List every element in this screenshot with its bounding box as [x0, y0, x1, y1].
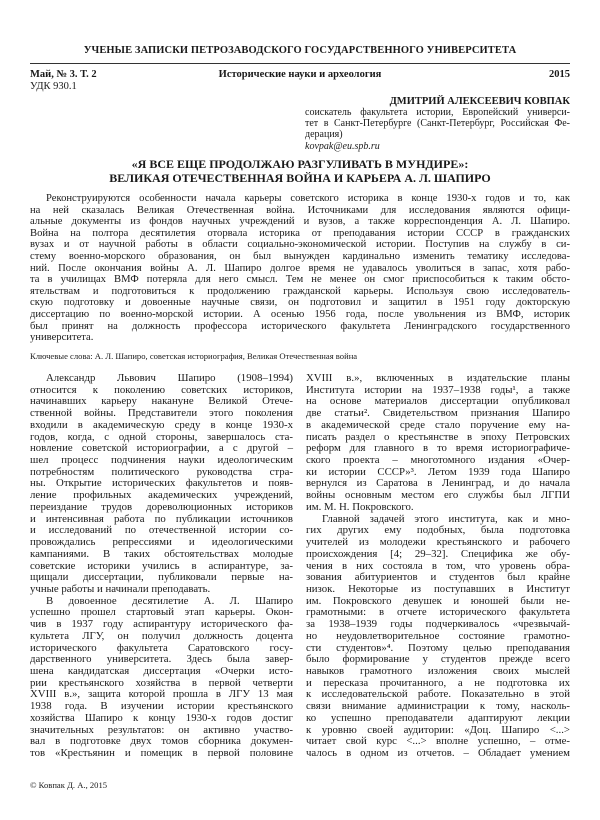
text-line: входили в академическую среду в конце 1930-х: [30, 418, 293, 431]
header-rule: [30, 63, 570, 64]
text-line: на основе материалов диссертации опубликовал: [306, 395, 570, 408]
affiliation-line: дерация): [305, 129, 343, 141]
text-line: и интенсивная работа по публикации источников: [30, 512, 293, 525]
title-line-1: «Я ВСЕ ЕЩЕ ПРОДОЛЖАЮ РАЗГУЛИВАТЬ В МУНДИРЕ»:: [131, 157, 469, 171]
abstract-line: университета.: [30, 332, 94, 344]
abstract-line: Война на полтора десятилетия оторвала историка от преподавания истории СССР в гражданских: [30, 227, 570, 239]
text-line: к уровню своей аудитории: «Доц. Шапиро <...>: [306, 723, 570, 736]
text-line: войны основным местом его службы был ЛГПИ: [306, 489, 570, 502]
text-line: читает свой курс <...> вполне успешно, – отме-: [306, 735, 570, 748]
text-line: ление профильных академических учреждений,: [30, 489, 293, 502]
text-line: ны. Открытие исторических факультетов и появ-: [30, 477, 293, 490]
text-line: в академической среде стало поручение ему на-: [306, 418, 570, 431]
text-line: писать раздел о крестьянстве в эпоху Петровских: [306, 430, 570, 443]
text-line: и исследований по отечественной истории со-: [30, 524, 293, 537]
text-line: ственной войны. Представители этого поколения: [30, 407, 293, 420]
text-line: XVIII в.», включенных в издательские планы: [306, 372, 570, 384]
text-line: зования абитуриентов и студентов был крайне: [306, 571, 570, 584]
body-right-column: [306, 373, 570, 760]
abstract-line: стему военно-морского образования, он был вынужден кардинально изменить тематику исследова-: [30, 250, 570, 262]
text-line: годов, когда, с одной стороны, завершалось ста-: [30, 430, 293, 443]
abstract-line: был принят на должность профессора исторического факультета Ленинградского государственного: [30, 320, 570, 332]
text-line: чалось в одном из отчетов. – Обладает умением: [306, 747, 570, 759]
text-line: шел процесс подчинения науки идеологическим: [30, 454, 293, 467]
text-line: исторического факультета Саратовского госу-: [30, 641, 293, 654]
text-line: к исследовательской работе. Показательно в этой: [306, 688, 570, 701]
text-line: но неудовлетворительное состояние грамотно-: [306, 629, 570, 642]
abstract-line: на ней сказалась Великая Отечественная война. Источниками для исследования являются офици-: [30, 204, 570, 216]
journal-section: Исторические науки и археология: [218, 69, 382, 80]
paragraph: [30, 373, 293, 596]
copyright: © Ковпак Д. А., 2015: [30, 780, 108, 790]
udk-code: УДК 930.1: [30, 81, 77, 92]
article-title: [0, 157, 600, 185]
text-line: за 1938–1939 годы подчеркивалось «чрезвычай-: [306, 618, 570, 631]
paragraph: [30, 596, 293, 760]
affiliation-line: соискатель факультета истории, Европейский универси-: [305, 107, 570, 118]
affiliation-line: тет в Санкт-Петербурге (Санкт-Петербург, Российская Фе-: [305, 118, 570, 130]
text-line: потребностям политического руководства стра-: [30, 465, 293, 478]
text-line: реформ для главного в то время историографиче-: [306, 442, 570, 455]
journal-title: УЧЕНЫЕ ЗАПИСКИ ПЕТРОЗАВОДСКОГО ГОСУДАРСТВЕННОГО УНИВЕРСИТЕТА: [83, 45, 517, 56]
text-line: и пересказа прочитанного, а не подготовка их: [306, 676, 570, 689]
text-line: хозяйства Шапиро к концу 1930-х годов достиг: [30, 711, 293, 724]
abstract-line: та в училищах ВМФ потеряла для него смысл. Тем не менее он смог приспособиться к таким обсто-: [30, 274, 570, 286]
text-line: советские историки учились в аспирантуре, за-: [30, 559, 293, 572]
text-line: учителей из молодежи крестьянского и рабочего: [306, 536, 570, 549]
issue-number: Май, № 3. Т. 2: [30, 69, 97, 80]
text-line: щищали диссертации, публиковали первые на-: [30, 571, 293, 584]
text-line: Главной задачей этого института, как и мно-: [322, 512, 570, 525]
title-line-2: ВЕЛИКАЯ ОТЕЧЕСТВЕННАЯ ВОЙНА И КАРЬЕРА А. Л. ШАПИРО: [109, 171, 491, 185]
issue-year: 2015: [549, 69, 570, 80]
abstract-line: альные документы из фондов научных учреждений и вузов, а также корреспонденция А. Л. Шапиро.: [30, 216, 570, 228]
text-line: две статьи². Свидетельством признания Шапиро: [306, 407, 570, 420]
author-name: ДМИТРИЙ АЛЕКСЕЕВИЧ КОВПАК: [389, 96, 570, 107]
text-line: чения в них состояла в том, что уровень обра-: [306, 559, 570, 572]
text-line: дарственного университета. Здесь была завер-: [30, 653, 293, 666]
text-line: новление советской историографии, а с другой –: [30, 442, 293, 455]
text-line: вернулся из Саратова в Ленинград, и до начала: [306, 477, 570, 490]
text-line: культета ЛГУ, он получил должность доцента: [30, 629, 293, 642]
text-line: В довоенное десятилетие А. Л. Шапиро: [46, 594, 293, 607]
text-line: ки истории СССР»³. Летом 1939 года Шапиро: [306, 465, 570, 478]
text-line: учные работы и начинали преподавать.: [30, 582, 211, 595]
body-left-column: [30, 373, 293, 760]
text-line: происхождения [4; 29–32]. Специфика же обу-: [306, 547, 570, 560]
text-line: относится к поколению советских историков,: [30, 383, 293, 396]
text-line: гих других ему подобных, была подготовка: [306, 524, 570, 537]
text-line: им. Покровского девушек и юношей были не-: [306, 594, 570, 607]
text-line: тов «Крестьянин и помещик в первой половине: [30, 747, 293, 759]
text-line: рии крестьянского хозяйства в первой четверти: [30, 676, 293, 689]
author-email[interactable]: kovpak@eu.spb.ru: [305, 140, 380, 152]
abstract-line: диссертацию по военно-морской истории. А осенью 1956 года, после увольнения из ВМФ, историк: [30, 308, 570, 320]
text-line: чив в 1937 году аспирантуру исторического фа-: [30, 618, 293, 631]
text-line: переиздание трудов дореволюционных историков: [30, 500, 293, 513]
abstract-line: Реконструируются особенности начала карьеры советского историка в конце 1930-х годов и то, как: [46, 193, 570, 204]
text-line: успешно прошел стартовый этап карьеры. Окон-: [30, 606, 293, 619]
text-line: навыков грамотного изложения своих мыслей: [306, 664, 570, 677]
text-line: кампаниями. В таких обстоятельствах молодые: [30, 547, 293, 560]
abstract-line: ятельствам и подготовиться к продолжению гражданской карьеры. Используя свою исследователь-: [30, 285, 570, 297]
text-line: Института истории на 1937–1938 годы¹, а также: [306, 383, 570, 396]
text-line: значительных результатов: он активно участво-: [30, 723, 293, 736]
abstract-line: вузах и от научной работы в области социально-экономической истории. Поступив на службу в си-: [30, 239, 570, 251]
text-line: провождались репрессиями и идеологическими: [30, 536, 293, 549]
text-line: 1938 года. В изучении истории крестьянского: [30, 700, 293, 713]
text-line: низок. Некоторые из поступавших в Институт: [306, 582, 570, 595]
text-line: ко успешно преподаватели адаптируют лекции: [306, 711, 570, 724]
text-line: начинавших карьеру накануне Великой Отече-: [30, 395, 293, 408]
text-line: ского проекта – многотомного издания «Очер-: [306, 454, 570, 467]
paragraph: [306, 514, 570, 760]
text-line: им. М. Н. Покровского.: [306, 500, 414, 513]
text-line: было формирование у студентов прежде всего: [306, 653, 570, 666]
text-line: сти студентов»⁴. Поэтому целью преподавания: [306, 641, 570, 654]
author-affiliation: [305, 107, 570, 152]
abstract-line: ний. После окончания войны А. Л. Шапиро долгое время не удавалось уволиться в запас, хотя рабо-: [30, 262, 570, 274]
text-line: шена кандидатская диссертация «Очерки исто-: [30, 664, 293, 677]
paragraph: [306, 373, 570, 514]
text-line: XVIII в.», защита которой прошла в ЛГУ 13 мая: [30, 688, 293, 701]
abstract-line: скую подготовку и довоенные научные связи, он подготовил и защитил в 1951 году докторскую: [30, 297, 570, 309]
keywords: Ключевые слова: А. Л. Шапиро, советская историография, Великая Отечественная война: [30, 351, 358, 361]
text-line: Александр Львович Шапиро (1908–1994): [46, 372, 293, 384]
abstract: [30, 193, 570, 344]
text-line: связи внимание администрации к тому, насколь-: [306, 700, 570, 713]
text-line: грамотными: в отчете исторического факультета: [306, 606, 570, 619]
text-line: вал в подготовке двух томов сборника докумен-: [30, 735, 293, 748]
